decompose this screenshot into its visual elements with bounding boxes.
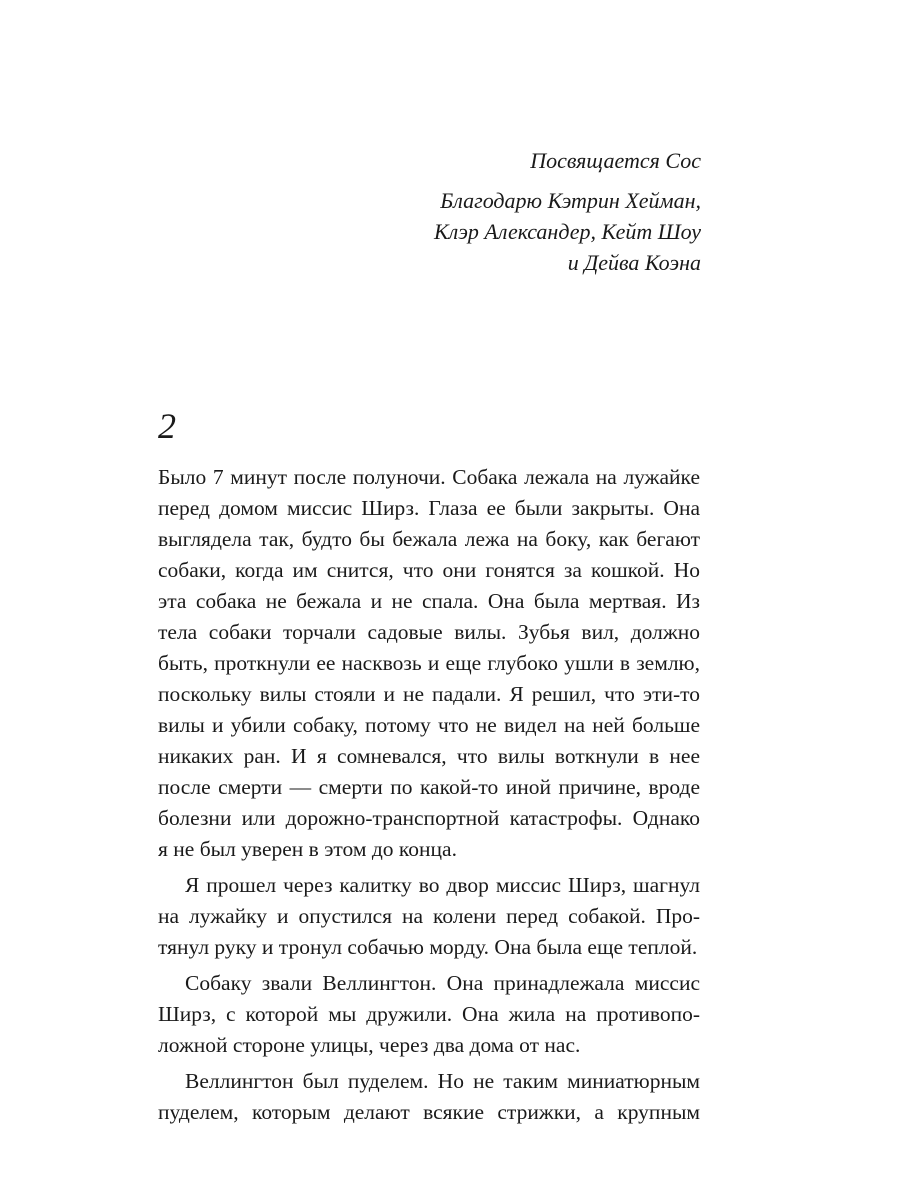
chapter-number: 2 <box>158 406 176 446</box>
text-line: я не был уверен в этом до конца. <box>158 837 457 861</box>
chapter-body-text <box>158 462 700 1133</box>
paragraph <box>158 968 700 1061</box>
text-line: пуделем, которым делают всякие стрижки, а крупным <box>158 1100 700 1124</box>
text-line: Ширз, с которой мы дружили. Она жила на противопо- <box>158 1002 700 1026</box>
text-line: поскольку вилы стояли и не падали. Я решил, что эти-то <box>158 682 700 706</box>
text-line: тянул руку и тронул собачью морду. Она была еще теплой. <box>158 935 698 959</box>
text-line: ложной стороне улицы, через два дома от нас. <box>158 1033 581 1057</box>
text-line: вилы и убили собаку, потому что не видел на ней больше <box>158 713 700 737</box>
text-line: после смерти — смерти по какой-то иной причине, вроде <box>158 775 700 799</box>
acknowledgement-line: Благодарю Кэтрин Хейман, <box>440 188 701 213</box>
text-line: на лужайку и опустился на колени перед собакой. Про- <box>158 904 700 928</box>
text-line: Было 7 минут после полуночи. Собака лежала на лужайке <box>158 465 700 489</box>
paragraph <box>158 870 700 963</box>
text-line: быть, проткнули ее насквозь и еще глубоко ушли в землю, <box>158 651 700 675</box>
text-line: никаких ран. И я сомневался, что вилы воткнули в нее <box>158 744 700 768</box>
text-line: Я прошел через калитку во двор миссис Ширз, шагнул <box>185 873 700 897</box>
text-line: болезни или дорожно-транспортной катастрофы. Однако <box>158 806 700 830</box>
text-line: Собаку звали Веллингтон. Она принадлежала миссис <box>185 971 700 995</box>
acknowledgement-line: и Дейва Коэна <box>567 250 701 275</box>
text-line: тела собаки торчали садовые вилы. Зубья вил, должно <box>158 620 700 644</box>
paragraph <box>158 462 700 865</box>
text-line: эта собака не бежала и не спала. Она была мертвая. Из <box>158 589 700 613</box>
text-line: собаки, когда им снится, что они гонятся за кошкой. Но <box>158 558 700 582</box>
acknowledgement-line: Клэр Александер, Кейт Шоу <box>434 219 701 244</box>
dedication-line: Посвящается Сос <box>530 148 701 173</box>
text-line: перед домом миссис Ширз. Глаза ее были закрыты. Она <box>158 496 700 520</box>
text-line: выглядела так, будто бы бежала лежа на боку, как бегают <box>158 527 700 551</box>
text-line: Веллингтон был пуделем. Но не таким миниатюрным <box>185 1069 700 1093</box>
acknowledgements <box>281 185 701 278</box>
dedication-block <box>281 145 701 278</box>
paragraph <box>158 1066 700 1128</box>
